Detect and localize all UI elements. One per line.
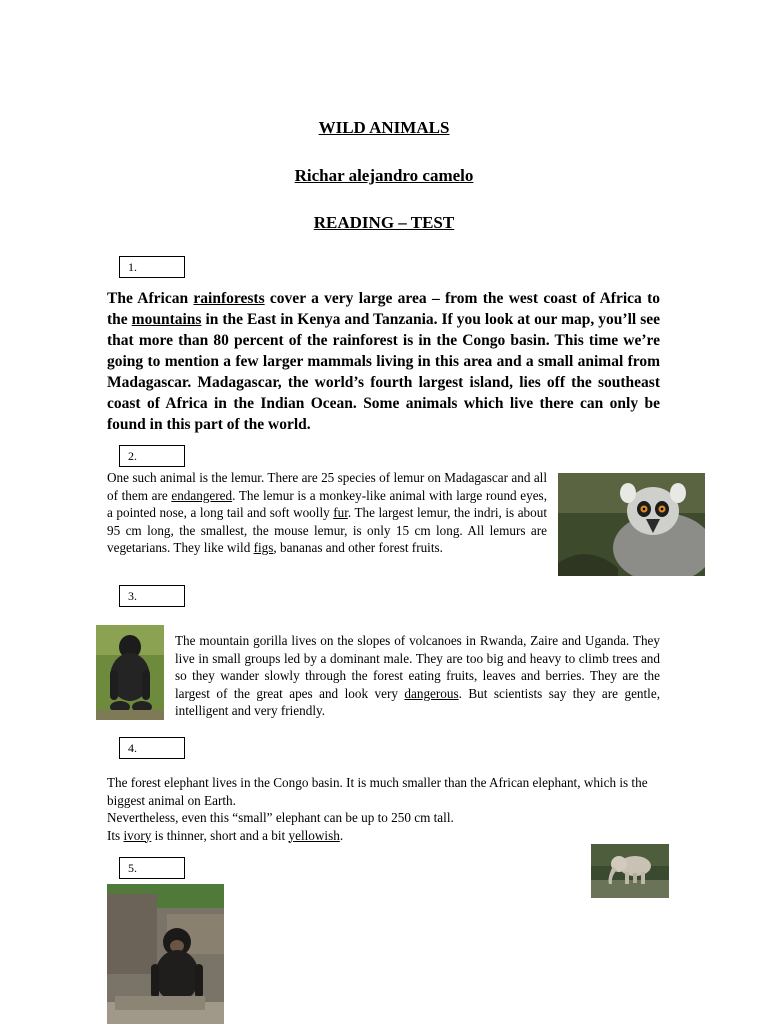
section-4-line-2: Nevertheless, even this “small” elephant can be up to 250 cm tall. xyxy=(107,810,454,825)
section-number-4: 4. xyxy=(119,737,185,759)
section-number-3: 3. xyxy=(119,585,185,607)
vocab-fur: fur xyxy=(333,505,348,520)
vocab-figs: figs xyxy=(253,540,274,555)
section-4-line-1: The forest elephant lives in the Congo basin. It is much smaller than the African elephant, which is the biggest animal on Earth. xyxy=(107,775,648,808)
elephant-photo xyxy=(591,844,669,898)
section-number-1: 1. xyxy=(119,256,185,278)
vocab-dangerous: dangerous xyxy=(404,685,459,701)
document-title: WILD ANIMALS xyxy=(318,118,450,137)
section-3-text: The mountain gorilla lives on the slopes of volcanoes in Rwanda, Zaire and Uganda. They live in small groups led by a dominant male. They are too big and heavy to climb trees and so they wander slowly through the forest eating fruits, leaves and berries. They are the largest of the great apes and look very dangerous. But scientists say they are gentle, intelligent and very friendly. xyxy=(175,633,661,718)
chimpanzee-photo xyxy=(107,884,224,1024)
author-name: Richar alejandro camelo xyxy=(294,166,474,185)
gorilla-photo xyxy=(96,625,164,720)
section-number-5: 5. xyxy=(119,857,185,879)
document-subtitle: READING – TEST xyxy=(313,213,455,232)
section-2-text: One such animal is the lemur. There are 25 species of lemur on Madagascar and all of them are endangered. The lemur is a monkey-like animal with large round eyes, a pointed nose, a long tail and soft woolly fur. The largest lemur, the indri, is about 95 cm long, the smallest, the mouse lemur, is only 15 cm long. All lemurs are vegetarians. They like wild figs, bananas and other forest fruits. xyxy=(107,470,547,555)
vocab-rainforests: rainforests xyxy=(193,290,265,307)
section-number-2: 2. xyxy=(119,445,185,467)
vocab-endangered: endangered xyxy=(171,487,233,503)
vocab-ivory: ivory xyxy=(123,827,152,843)
vocab-yellowish: yellowish xyxy=(288,827,340,843)
vocab-mountains: mountains xyxy=(131,311,202,328)
section-4-text xyxy=(107,774,662,844)
section-4-line-3: Its ivory is thinner, short and a bit yellowish. xyxy=(107,827,344,843)
lemur-photo xyxy=(558,473,705,576)
section-1-text: The African rainforests cover a very large area – from the west coast of Africa to the mountains in the East in Kenya and Tanzania. If you look at our map, you’ll see that more than 80 percent of the rainforest is in the Congo basin. This time we’re going to mention a few larger mammals living in this area and a small animal from Madagascar. Madagascar, the world’s fourth largest island, lies off the southeast coast of Africa in the Indian Ocean. Some animals which live there can only be found in this part of the world. xyxy=(107,290,660,433)
